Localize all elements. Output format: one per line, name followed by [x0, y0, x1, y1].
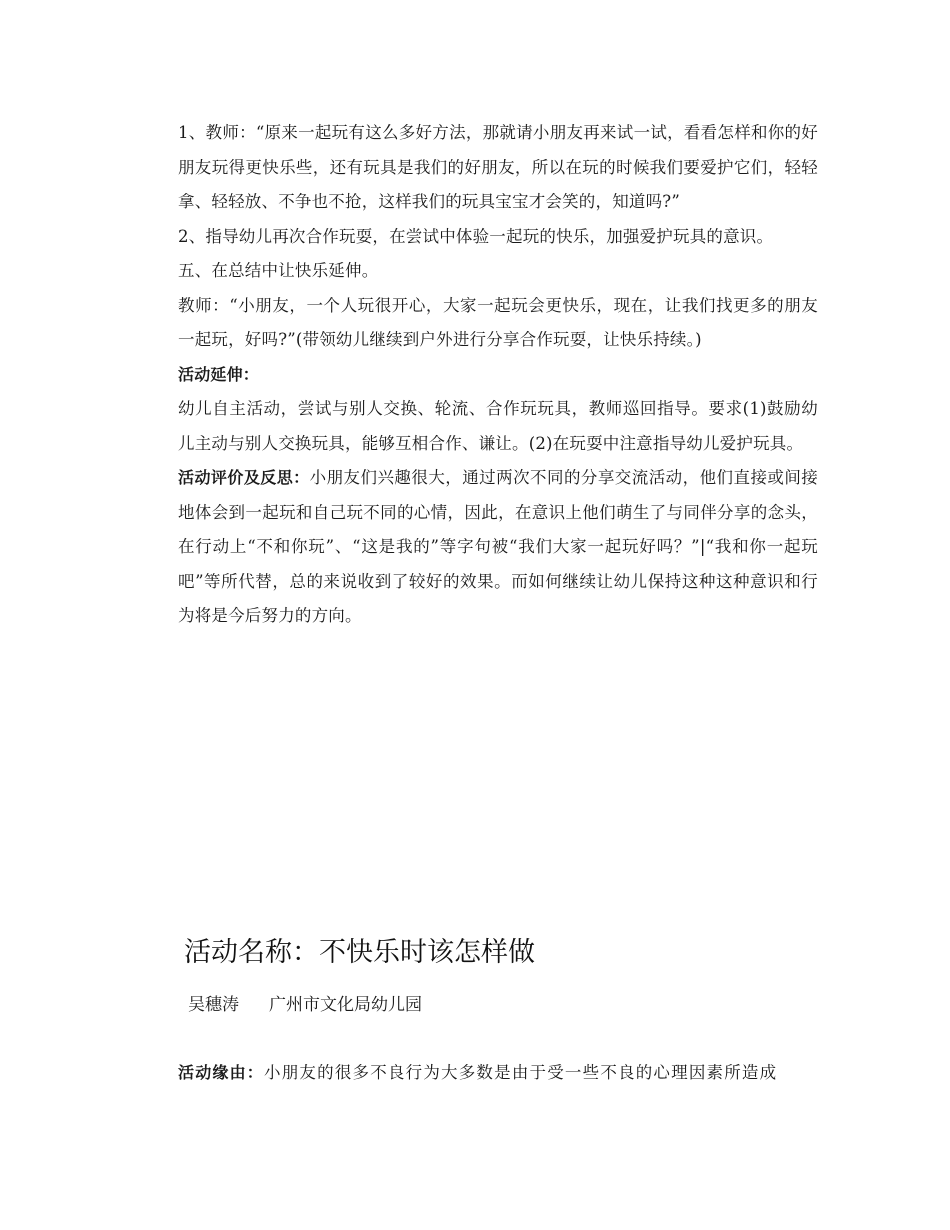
author-organization: 广州市文化局幼儿园: [269, 995, 422, 1015]
lesson-body: [178, 116, 818, 634]
paragraph-extension: 幼儿自主活动，尝试与别人交换、轮流、合作玩玩具，教师巡回指导。要求(1)鼓励幼儿主动与别人交换玩具，能够互相合作、谦让。(2)在玩耍中注意指导幼儿爱护玩具。: [178, 399, 818, 453]
activity-reason: [178, 1058, 818, 1088]
paragraph-guidance: 2、指导幼儿再次合作玩耍，在尝试中体验一起玩的快乐，加强爱护玩具的意识。: [178, 226, 774, 246]
author-line: [188, 991, 422, 1019]
evaluation-text: 小朋友们兴趣很大，通过两次不同的分享交流活动，他们直接或间接地体会到一起玩和自己玩不同的心情，因此，在意识上他们萌生了与同伴分享的念头，在行动上“不和你玩”、“这是我的”等字句被“我们大家一起玩好吗？”|“我和你一起玩吧”等所代替，总的来说收到了较好的效果。而如何继续让幼儿保持这种这种意识和行为将是今后努力的方向。: [178, 468, 819, 625]
reason-heading: 活动缘由：: [178, 1063, 265, 1082]
paragraph-teacher-closing: 教师：“小朋友，一个人玩很开心，大家一起玩会更快乐，现在，让我们找更多的朋友一起玩，好吗?”(带领幼儿继续到户外进行分享合作玩耍，让快乐持续。): [178, 295, 818, 349]
author-name: 吴穗涛: [188, 995, 239, 1015]
paragraph-evaluation: [178, 461, 818, 634]
reason-text: 小朋友的很多不良行为大多数是由于受一些不良的心理因素所造成: [264, 1063, 778, 1082]
paragraph-step-five: 五、在总结中让快乐延伸。: [178, 261, 379, 280]
activity-title: 活动名称：不快乐时该怎样做: [184, 937, 535, 968]
evaluation-heading: 活动评价及反思：: [178, 468, 310, 487]
paragraph-teacher-remarks: 1、教师：“原来一起玩有这么多好方法，那就请小朋友再来试一试，看看怎样和你的好朋友玩得更快乐些，还有玩具是我们的好朋友，所以在玩的时候我们要爱护它们，轻轻拿、轻轻放、不争也不抢，这样我们的玩具宝宝才会笑的，知道吗?”: [178, 123, 818, 211]
extension-heading: 活动延伸：: [178, 364, 260, 384]
